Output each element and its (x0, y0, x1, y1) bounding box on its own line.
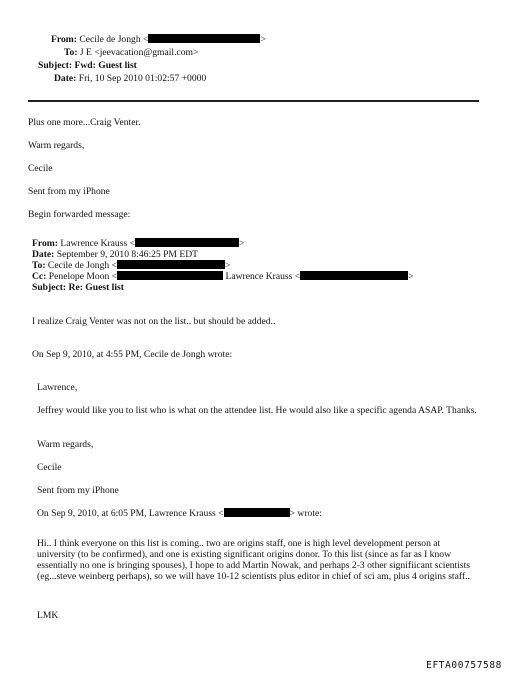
fwd-from-close: > (239, 238, 245, 249)
fwd-from (32, 238, 244, 249)
redaction-block (224, 508, 290, 517)
header-subject-value: Fwd: Guest list (74, 60, 137, 71)
header-from (51, 34, 266, 45)
body-line: Sent from my iPhone (28, 186, 110, 197)
header-subject-label: Subject: (38, 60, 73, 71)
quote1-intro: On Sep 9, 2010, at 4:55 PM, Cecile de Jongh wrote: (32, 349, 233, 360)
header-from-value: Cecile de Jongh < (79, 34, 149, 45)
redaction-block (117, 260, 225, 269)
fwd-cc (32, 271, 414, 282)
q1-name: Cecile (37, 462, 62, 473)
header-date (54, 73, 206, 84)
body-line: Begin forwarded message: (28, 209, 131, 220)
header-date-value: Fri, 10 Sep 2010 01:02:57 +0000 (78, 73, 207, 84)
fwd-date (32, 249, 198, 260)
header-to-value: J E <jeevacation@gmail.com> (79, 47, 199, 58)
header-divider (28, 100, 479, 102)
fwd-subject (32, 282, 124, 293)
quote2-intro (37, 508, 322, 519)
fwd-from-label: From: (32, 238, 58, 249)
header-to-label: To: (64, 47, 78, 58)
header-to (64, 47, 198, 58)
quote2-intro-a: On Sep 9, 2010, at 6:05 PM, Lawrence Krauss < (37, 508, 224, 519)
q2-text: Hi.. I think everyone on this list is coming.. two are origins staff, one is high level development person at university (to be confirmed), and one is existing significant origins donor. To this list (since as far as I know essentially no one is bringing spouses), I hope to add Martin Nowak, and perhaps 2-3 other signifiicant scientists (eg...steve weinberg perhaps), so we will have 10-12 scientists plus editor in chief of sci am, plus 4 origins staff.. (37, 538, 470, 582)
fwd-cc-close: > (408, 271, 414, 282)
redaction-block (148, 34, 260, 43)
header-from-close: > (260, 34, 266, 45)
q1-text: Jeffrey would like you to list who is what on the attendee list. He would also like a specific agenda ASAP. Thanks. (37, 405, 477, 416)
fwd-cc-label: Cc: (32, 271, 47, 282)
q1-greeting: Lawrence, (37, 382, 78, 393)
fwd-to (32, 260, 230, 271)
header-date-label: Date: (54, 73, 77, 84)
body-line: Cecile (28, 163, 53, 174)
redaction-block (117, 271, 223, 280)
fwd-date-label: Date: (32, 249, 55, 260)
q1-regards: Warm regards, (37, 439, 94, 450)
q2-sign: LMK (37, 610, 59, 621)
fwd-subject-label: Subject: (32, 282, 67, 293)
header-from-label: From: (51, 34, 77, 45)
fwd-to-value: Cecile de Jongh < (47, 260, 118, 271)
fwd-from-value: Lawrence Krauss < (60, 238, 136, 249)
fwd-to-close: > (225, 260, 231, 271)
fwd-cc-second: Lawrence Krauss < (225, 271, 301, 282)
body-line: Plus one more...Craig Venter. (28, 117, 141, 128)
redaction-block (300, 271, 408, 280)
fwd-text: I realize Craig Venter was not on the list.. but should be added.. (32, 316, 276, 327)
fwd-date-value: September 9, 2010 8:46:25 PM EDT (56, 249, 199, 260)
redaction-block (135, 238, 239, 247)
quote2-intro-b: > wrote: (289, 508, 322, 519)
q1-sent: Sent from my iPhone (37, 485, 119, 496)
fwd-subject-value: Re: Guest list (68, 282, 124, 293)
document-id: EFTA00757588 (426, 660, 502, 671)
header-subject (38, 60, 137, 71)
fwd-to-label: To: (32, 260, 46, 271)
body-line: Warm regards, (28, 140, 85, 151)
fwd-cc-value: Penelope Moon < (48, 271, 118, 282)
